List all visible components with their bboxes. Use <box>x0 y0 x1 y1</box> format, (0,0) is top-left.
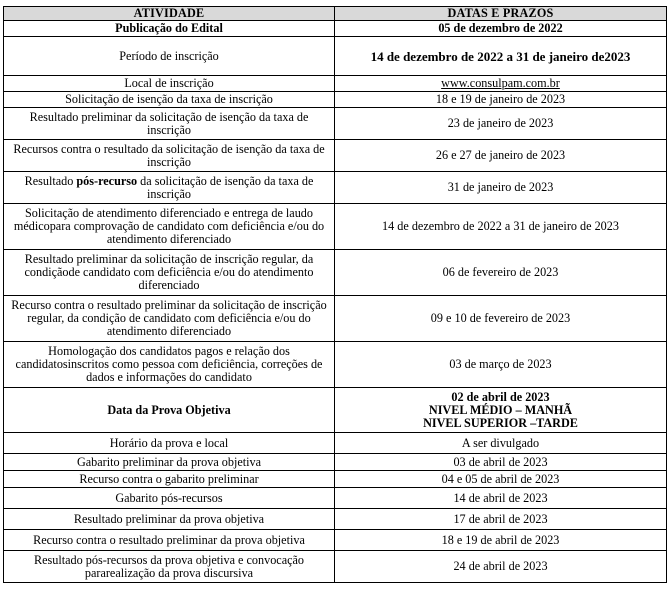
date-cell: 14 de dezembro de 2022 a 31 de janeiro de 2023 <box>335 204 667 250</box>
table-row <box>4 388 667 433</box>
table-row <box>4 342 667 388</box>
activity-cell: Resultado preliminar da prova objetiva <box>4 509 335 530</box>
date-cell: 14 de dezembro de 2022 a 31 de janeiro de2023 <box>335 37 667 76</box>
activity-cell: Solicitação de atendimento diferenciado e entrega de laudo médicopara comprovação de candidato com deficiência e/ou do atendimento diferenciado <box>4 204 335 250</box>
table-row <box>4 471 667 488</box>
exam-date: 02 de abril de 2023 <box>451 389 550 404</box>
table-row <box>4 250 667 296</box>
date-cell: 03 de março de 2023 <box>335 342 667 388</box>
activity-cell: Publicação do Edital <box>4 21 335 37</box>
activity-cell: Homologação dos candidatos pagos e relação dos candidatosinscritos como pessoa com deficiência, correções de dados e informações do candidato <box>4 342 335 388</box>
table-row <box>4 204 667 250</box>
date-cell: 26 e 27 de janeiro de 2023 <box>335 140 667 172</box>
activity-cell: Resultado pós-recursos da prova objetiva e convocação pararealização da prova discursiva <box>4 551 335 583</box>
table-row <box>4 551 667 583</box>
activity-cell: Resultado preliminar da solicitação de isenção da taxa de inscrição <box>4 108 335 140</box>
date-cell: A ser divulgado <box>335 433 667 454</box>
table-row <box>4 37 667 76</box>
table-row <box>4 108 667 140</box>
exam-shift-medio: NIVEL MÉDIO – MANHÃ <box>428 402 573 417</box>
header-dates: DATAS E PRAZOS <box>335 7 667 21</box>
date-cell <box>335 388 667 433</box>
header-activity: ATIVIDADE <box>4 7 335 21</box>
table-row <box>4 296 667 342</box>
date-cell: 03 de abril de 2023 <box>335 454 667 471</box>
activity-cell: Data da Prova Objetiva <box>4 388 335 433</box>
table-row <box>4 509 667 530</box>
activity-cell: Período de inscrição <box>4 37 335 76</box>
activity-cell: Resultado preliminar da solicitação de inscrição regular, da condiçãode candidato com deficiência e/ou do atendimento diferenciado <box>4 250 335 296</box>
date-cell: 09 e 10 de fevereiro de 2023 <box>335 296 667 342</box>
date-cell: 17 de abril de 2023 <box>335 509 667 530</box>
registration-link[interactable]: www.consulpam.com.br <box>335 76 667 92</box>
date-cell: 14 de abril de 2023 <box>335 488 667 509</box>
activity-cell: Recurso contra o resultado preliminar da solicitação de inscrição regular, da condição de candidato com deficiência e/ou do atendimento diferenciado <box>4 296 335 342</box>
activity-text: da solicitação de isenção da taxa de inscrição <box>137 173 314 201</box>
table-row <box>4 92 667 108</box>
date-cell: 04 e 05 de abril de 2023 <box>335 471 667 488</box>
activity-cell: Local de inscrição <box>4 76 335 92</box>
table-row <box>4 488 667 509</box>
table-header <box>4 7 667 21</box>
date-cell: 05 de dezembro de 2022 <box>335 21 667 37</box>
date-cell: 06 de fevereiro de 2023 <box>335 250 667 296</box>
table-row <box>4 21 667 37</box>
schedule-table <box>3 6 667 583</box>
activity-cell: Recursos contra o resultado da solicitação de isenção da taxa de inscrição <box>4 140 335 172</box>
date-cell: 24 de abril de 2023 <box>335 551 667 583</box>
table-row <box>4 530 667 551</box>
exam-shift-superior: NIVEL SUPERIOR –TARDE <box>423 415 578 430</box>
table-row <box>4 76 667 92</box>
activity-cell: Recurso contra o resultado preliminar da prova objetiva <box>4 530 335 551</box>
table-row <box>4 140 667 172</box>
date-cell: 31 de janeiro de 2023 <box>335 172 667 204</box>
date-cell: 18 e 19 de janeiro de 2023 <box>335 92 667 108</box>
activity-cell: Horário da prova e local <box>4 433 335 454</box>
activity-cell: Gabarito pós-recursos <box>4 488 335 509</box>
activity-cell <box>4 172 335 204</box>
activity-text: Resultado <box>24 173 77 188</box>
activity-cell: Gabarito preliminar da prova objetiva <box>4 454 335 471</box>
date-cell: 23 de janeiro de 2023 <box>335 108 667 140</box>
table-row <box>4 172 667 204</box>
activity-cell: Solicitação de isenção da taxa de inscrição <box>4 92 335 108</box>
table-row <box>4 433 667 454</box>
activity-cell: Recurso contra o gabarito preliminar <box>4 471 335 488</box>
date-cell: 18 e 19 de abril de 2023 <box>335 530 667 551</box>
activity-emphasis: pós-recurso <box>76 173 138 188</box>
table-row <box>4 454 667 471</box>
